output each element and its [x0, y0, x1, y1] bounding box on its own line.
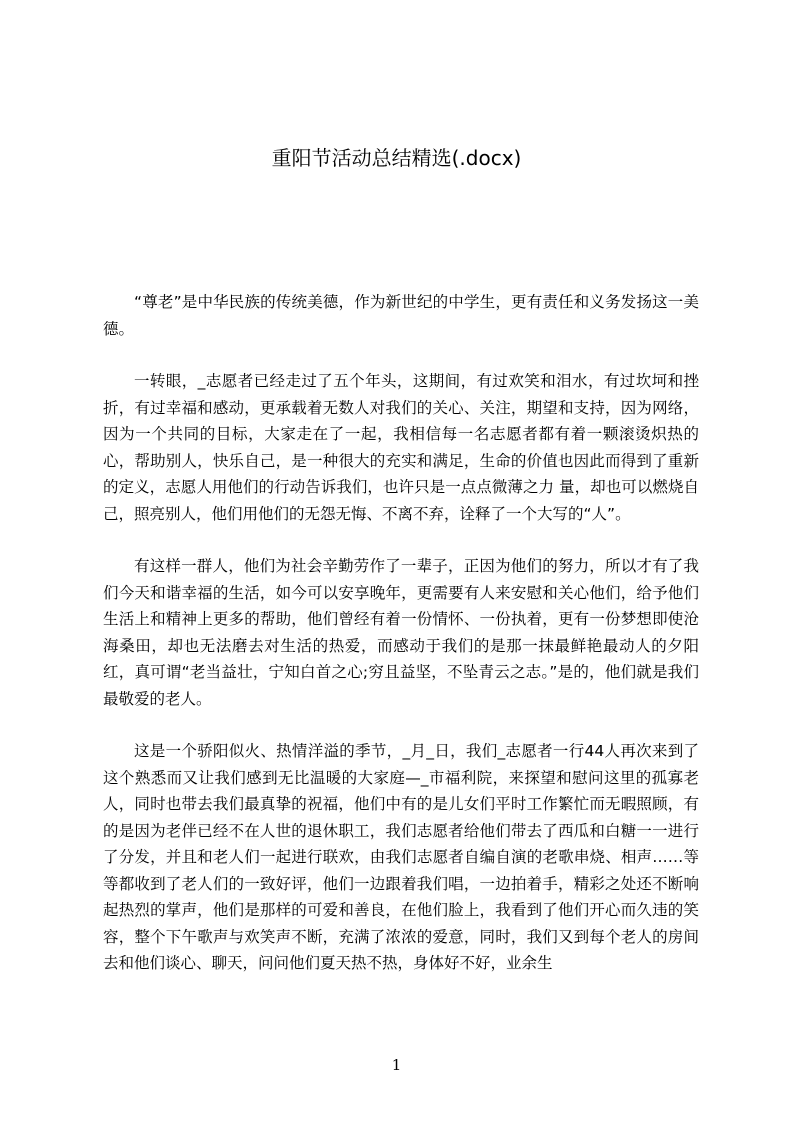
- paragraph: 这是一个骄阳似火、热情洋溢的季节，_月_日，我们_志愿者一行44人再次来到了这个熟悉而又让我们感到无比温暖的大家庭—_市福利院，来探望和慰问这里的孤寡老人，同时也带去我们最真挚的祝福，他们中有的是儿女们平时工作繁忙而无暇照顾，有的是因为老伴已经不在人世的退休职工，我们志愿者给他们带去了西瓜和白糖一一进行了分发，并且和老人们一起进行联欢，由我们志愿者自编自演的老歌串烧、相声……等等都收到了老人们的一致好评，他们一边跟着我们唱，一边拍着手，精彩之处还不断响起热烈的掌声，他们是那样的可爱和善良，在他们脸上，我看到了他们开心而久违的笑容，整个下午歌声与欢笑声不断，充满了浓浓的爱意，同时，我们又到每个老人的房间去和他们谈心、聊天，问问他们夏天热不热，身体好不好，业余生: [103, 742, 699, 972]
- document-title: 重阳节活动总结精选(.docx): [271, 146, 522, 170]
- paragraph: 有这样一群人，他们为社会辛勤劳作了一辈子，正因为他们的努力，所以才有了我们今天和谐幸福的生活，如今可以安享晚年，更需要有人来安慰和关心他们，给予他们生活上和精神上更多的帮助，他们曾经有着一份情怀、一份执着，更有一份梦想即使沧海桑田，却也无法磨去对生活的热爱，而感动于我们的是那一抹最鲜艳最动人的夕阳红，真可谓“老当益壮，宁知白首之心;穷且益坚，不坠青云之志。”是的，他们就是我们最敬爱的老人。: [103, 557, 699, 708]
- paragraph: “尊老”是中华民族的传统美德，作为新世纪的中学生，更有责任和义务发扬这一美德。: [103, 293, 699, 338]
- page-number: 1: [391, 1056, 402, 1074]
- document-body: [103, 289, 699, 1003]
- paragraph: 一转眼，_志愿者已经走过了五个年头，这期间，有过欢笑和泪水，有过坎坷和挫折，有过幸福和感动，更承载着无数人对我们的关心、关注，期望和支持，因为网络，因为一个共同的目标，大家走在了一起，我相信每一名志愿者都有着一颗滚烫炽热的心，帮助别人，快乐自己，是一种很大的充实和满足，生命的价值也因此而得到了重新的定义，志愿人用他们的行动告诉我们，也许只是一点点微薄之力 量，却也可以燃烧自己，照亮别人，他们用他们的无怨无悔、不离不弃，诠释了一个大写的“人”。: [103, 372, 699, 523]
